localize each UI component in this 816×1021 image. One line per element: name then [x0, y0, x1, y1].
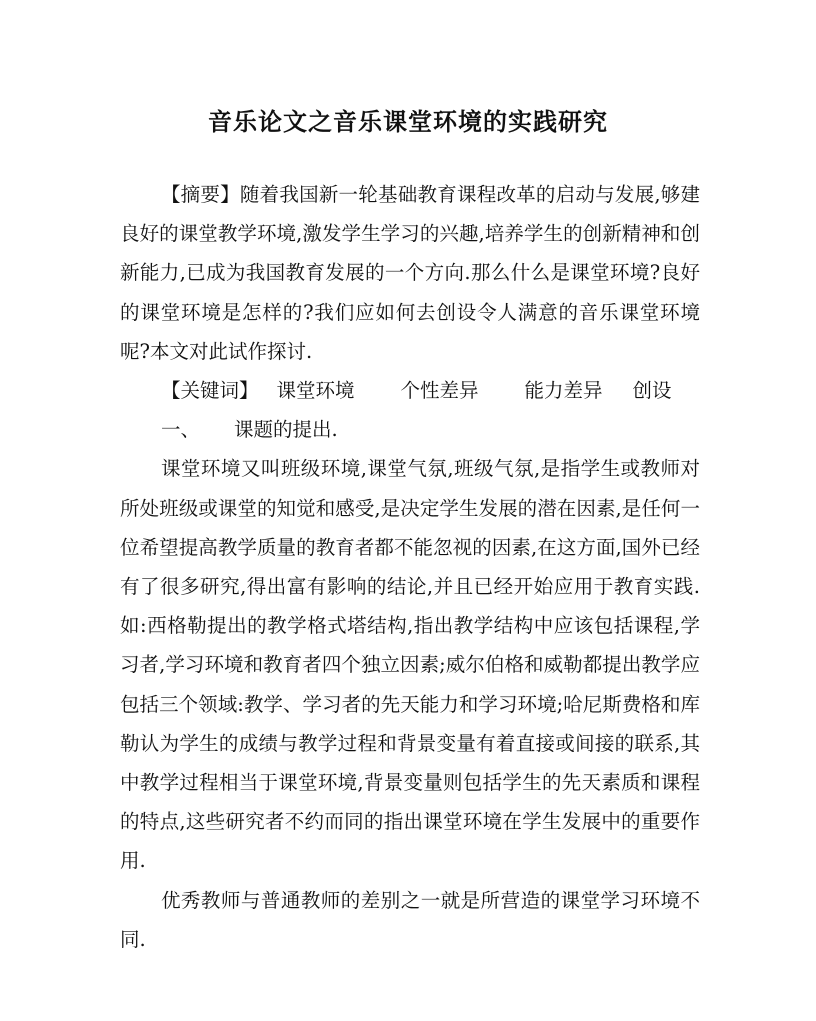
keyword-item: 能力差异	[524, 379, 603, 403]
keyword-item: 创设	[632, 379, 672, 403]
body-paragraph: 优秀教师与普通教师的差别之一就是所营造的课堂学习环境不同.	[120, 888, 700, 951]
keywords-line	[120, 371, 700, 410]
document-body	[120, 175, 700, 959]
keyword-item: 个性差异	[400, 379, 479, 403]
keyword-item: 课堂环境	[276, 379, 355, 403]
keywords-label: 【关键词】	[160, 379, 259, 403]
section-heading	[120, 410, 700, 449]
body-paragraph: 课堂环境又叫班级环境,课堂气氛,班级气氛,是指学生或教师对所处班级或课堂的知觉和感受,是决定学生发展的潜在因素,是任何一位希望提高教学质量的教育者都不能忽视的因素,在这方面,国外已经有了很多研究,得出富有影响的结论,并且已经开始应用于教育实践.如:西格勒提出的教学格式塔结构,指出教学结构中应该包括课程,学习者,学习环境和教育者四个独立因素;威尔伯格和威勒都提出教学应包括三个领域:教学、学习者的先天能力和学习环境;哈尼斯费格和库勒认为学生的成绩与教学过程和背景变量有着直接或间接的联系,其中教学过程相当于课堂环境,背景变量则包括学生的先天素质和课程的特点,这些研究者不约而同的指出课堂环境在学生发展中的重要作用.	[120, 457, 700, 873]
section-number: 一、	[160, 418, 200, 442]
abstract-paragraph: 【摘要】随着我国新一轮基础教育课程改革的启动与发展,够建良好的课堂教学环境,激发学生学习的兴趣,培养学生的创新精神和创新能力,已成为我国教育发展的一个方向.那么什么是课堂环境?良好的课堂环境是怎样的?我们应如何去创设令人满意的音乐课堂环境呢?本文对此试作探讨.	[120, 183, 700, 363]
document-title: 音乐论文之音乐课堂环境的实践研究	[208, 107, 608, 136]
section-title: 课题的提出.	[233, 418, 338, 442]
